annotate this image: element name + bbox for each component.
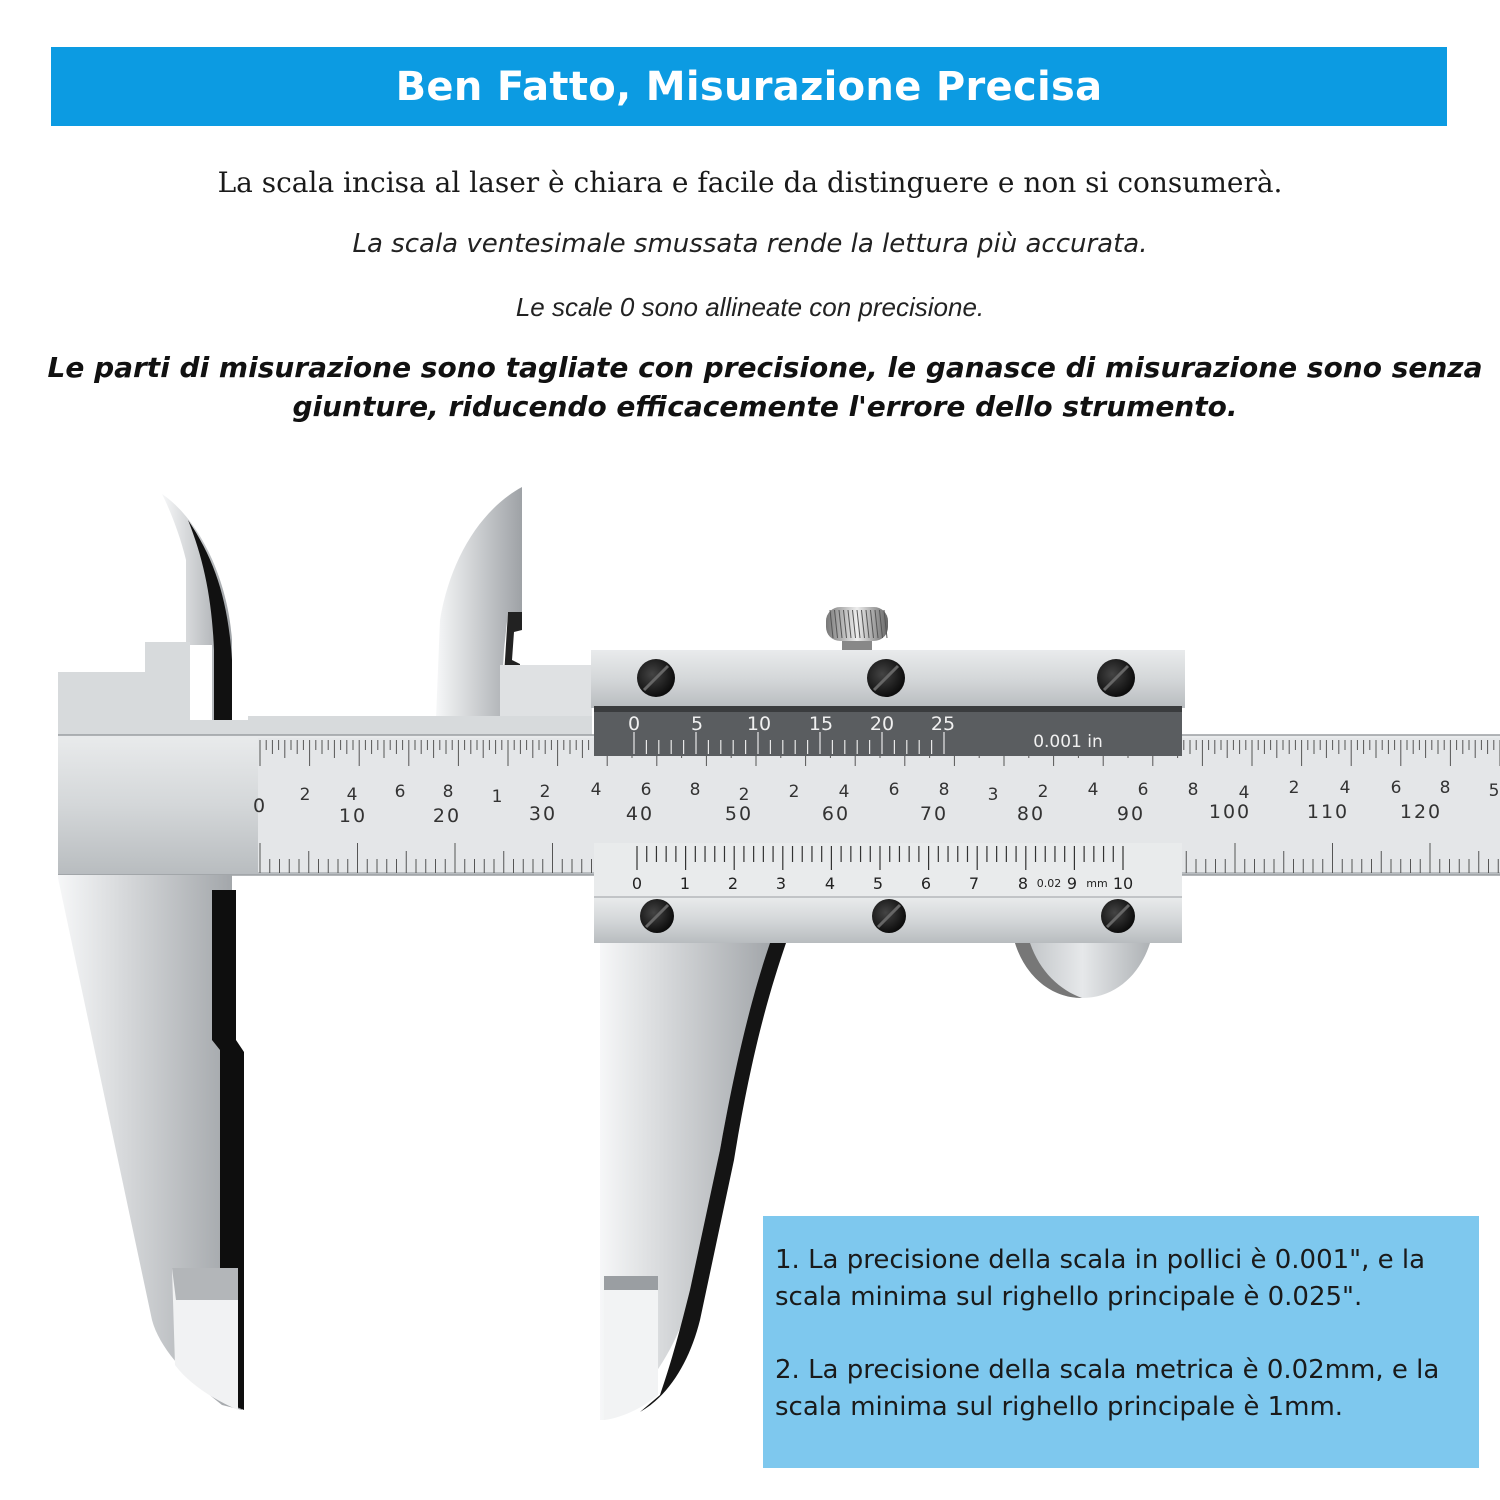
inch-main-number: 4	[1339, 778, 1351, 798]
inch-main-number: 8	[1439, 778, 1451, 798]
inch-main-number: 4	[1087, 780, 1099, 800]
mm-vernier-number: 4	[824, 874, 836, 893]
inch-vernier-number: 10	[746, 713, 772, 735]
mm-vernier-number: 8	[1017, 874, 1029, 893]
inch-main-number: 4	[1238, 783, 1250, 803]
inch-vernier-number: 20	[869, 713, 895, 735]
spec-inch-precision: 1. La precisione della scala in pollici è 0.001", e la scala minima sul righello principale è 0.025".	[775, 1245, 1426, 1312]
mm-vernier-number: 7	[968, 874, 980, 893]
mm-main-number: 50	[724, 803, 754, 825]
mm-vernier-precision: 0.02	[1036, 877, 1062, 890]
mm-main-number: 100	[1208, 801, 1252, 823]
inch-main-number: 5	[1488, 781, 1500, 801]
inch-main-number: 8	[1187, 780, 1199, 800]
inch-main-number: 2	[738, 785, 750, 805]
mm-main-number: 10	[338, 805, 368, 827]
mm-vernier-number: 5	[872, 874, 884, 893]
inch-main-number: 2	[299, 785, 311, 805]
specs-infobox	[763, 1216, 1479, 1468]
mm-main-number: 20	[432, 805, 462, 827]
inch-main-number: 2	[539, 782, 551, 802]
title-banner	[51, 47, 1447, 126]
inch-main-number: 6	[1390, 778, 1402, 798]
mm-main-number: 80	[1016, 803, 1046, 825]
inch-main-number: 2	[1288, 778, 1300, 798]
spec-metric-precision: 2. La precisione della scala metrica è 0.02mm, e la scala minima sul righello principale è 1mm.	[775, 1355, 1440, 1422]
mm-vernier-number: 2	[727, 874, 739, 893]
inch-main-number: 8	[442, 782, 454, 802]
feature-line-vernier: La scala ventesimale smussata rende la lettura più accurata.	[352, 229, 1148, 259]
feature-line-laser-scale: La scala incisa al laser è chiara e facile da distinguere e non si consumerà.	[217, 166, 1283, 199]
inch-main-number: 6	[640, 780, 652, 800]
inch-vernier-number: 15	[808, 713, 834, 735]
inch-main-number: 6	[394, 782, 406, 802]
inch-main-number: 4	[346, 785, 358, 805]
inch-main-number: 6	[1137, 780, 1149, 800]
mm-main-number: 70	[919, 803, 949, 825]
inch-vernier-label: 0.001 in	[1033, 732, 1103, 752]
mm-main-number: 120	[1399, 801, 1443, 823]
inch-main-number: 6	[888, 780, 900, 800]
mm-vernier-number: 10	[1112, 874, 1134, 893]
banner-title: Ben Fatto, Misurazione Precisa	[395, 63, 1103, 110]
mm-vernier-number: 0	[631, 874, 643, 893]
inch-main-number: 4	[590, 780, 602, 800]
mm-vernier-number: 3	[775, 874, 787, 893]
mm-main-number: 0	[252, 795, 268, 817]
mm-vernier-number: 6	[920, 874, 932, 893]
mm-main-number: 40	[625, 803, 655, 825]
inch-vernier-number: 25	[930, 713, 956, 735]
mm-vernier-number: 1	[679, 874, 691, 893]
inch-main-number: 2	[1037, 782, 1049, 802]
inch-vernier-number: 0	[627, 713, 641, 735]
mm-main-number: 90	[1116, 803, 1146, 825]
mm-vernier-number: 9	[1066, 874, 1078, 893]
mm-main-number: 60	[821, 803, 851, 825]
inch-main-number: 1	[491, 787, 503, 807]
mm-vernier-unit: mm	[1086, 877, 1108, 890]
mm-main-number: 110	[1306, 801, 1350, 823]
inch-main-number: 2	[788, 782, 800, 802]
mm-main-number: 30	[528, 803, 558, 825]
feature-line-jaws: Le parti di misurazione sono tagliate con precisione, le ganasce di misurazione sono senza giunture, riducendo efficacemente l'errore dello strumento.	[47, 351, 1483, 423]
feature-line-zero-aligned: Le scale 0 sono allineate con precisione.	[515, 292, 985, 322]
inch-main-number: 4	[838, 782, 850, 802]
inch-main-number: 8	[689, 780, 701, 800]
inch-vernier-number: 5	[690, 713, 704, 735]
inch-main-number: 3	[987, 785, 999, 805]
inch-main-number: 8	[938, 780, 950, 800]
